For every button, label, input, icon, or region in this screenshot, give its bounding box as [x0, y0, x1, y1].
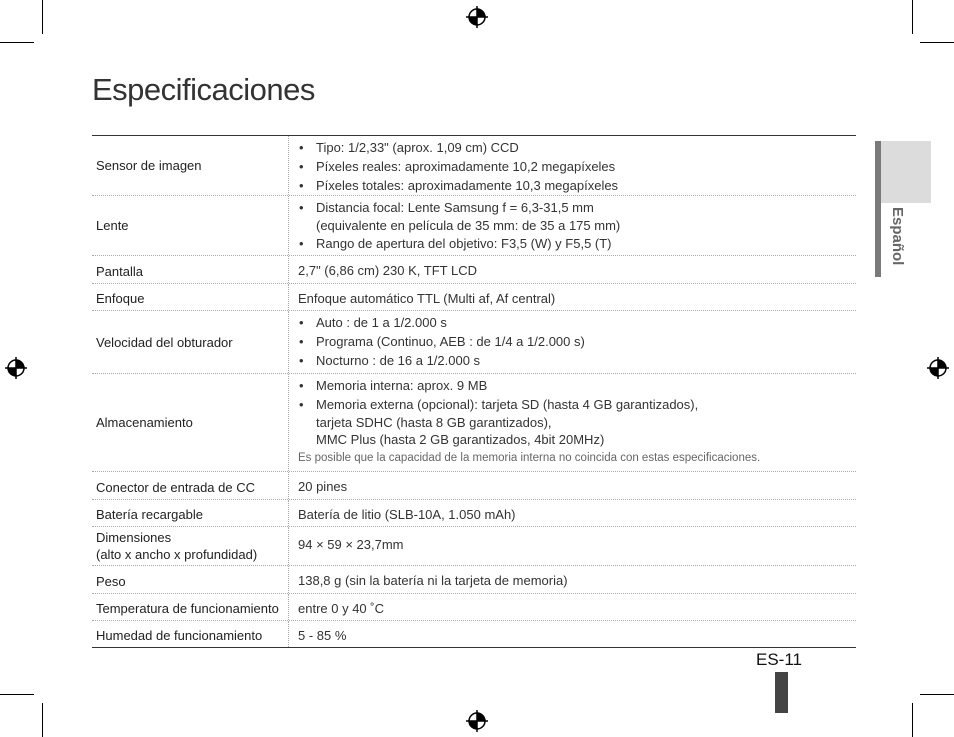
spec-label: Humedad de funcionamiento: [92, 621, 289, 647]
table-row: [92, 566, 856, 594]
list-item: • Nocturno : de 16 a 1/2.000 s: [298, 351, 856, 370]
storage-note: Es posible que la capacidad de la memoria interna no coincida con estas especificaciones.: [298, 452, 761, 464]
table-row: [92, 256, 856, 284]
page-number: ES-11: [756, 650, 802, 669]
spec-value: [289, 196, 856, 255]
list-item: • Distancia focal: Lente Samsung f = 6,3-31,5 mm: [298, 198, 856, 217]
spec-label-line: Dimensiones: [96, 530, 172, 545]
spec-label: Velocidad del obturador: [92, 311, 289, 373]
crop-mark: [42, 703, 43, 737]
list-item: • Memoria interna: aprox. 9 MB: [298, 376, 856, 395]
list-item: • Auto : de 1 a 1/2.000 s: [298, 313, 856, 332]
spec-value: [289, 374, 856, 471]
list-item: • Memoria externa (opcional): tarjeta SD (hasta 4 GB garantizados),: [298, 395, 856, 414]
spec-label: [92, 527, 289, 565]
list-item: • Rango de apertura del objetivo: F3,5 (W) y F5,5 (T): [298, 234, 856, 253]
spec-value: Enfoque automático TTL (Multi af, Af central): [298, 291, 556, 306]
table-row: [92, 196, 856, 256]
spec-value: [289, 311, 856, 373]
crop-mark: [42, 0, 43, 34]
spec-value: 2,7" (6,86 cm) 230 K, TFT LCD: [298, 263, 477, 278]
specifications-table: [92, 135, 856, 648]
page-title: Especificaciones: [92, 72, 315, 107]
spec-label: Conector de entrada de CC: [92, 472, 289, 499]
crop-mark: [0, 42, 34, 43]
crop-mark: [920, 42, 954, 43]
spec-value: [289, 136, 856, 195]
table-row: [92, 527, 856, 566]
spec-label: Peso: [92, 566, 289, 593]
registration-mark-icon: [927, 357, 949, 379]
table-row: [92, 621, 856, 647]
language-tab: [875, 141, 931, 203]
table-row: [92, 594, 856, 621]
registration-mark-icon: [466, 710, 488, 732]
crop-mark: [912, 0, 913, 34]
list-item: • Tipo: 1/2,33" (aprox. 1,09 cm) CCD: [298, 138, 856, 157]
table-row: [92, 500, 856, 527]
spec-label: Sensor de imagen: [92, 136, 289, 195]
spec-value: 5 - 85 %: [298, 628, 347, 643]
table-row: [92, 472, 856, 500]
list-item-continuation: MMC Plus (hasta 2 GB garantizados, 4bit 20MHz): [316, 432, 605, 447]
spec-label: Temperatura de funcionamiento: [92, 594, 289, 620]
crop-mark: [0, 694, 34, 695]
language-tab-label: Español: [889, 207, 906, 266]
crop-mark: [912, 703, 913, 737]
table-row: [92, 136, 856, 196]
table-row: [92, 311, 856, 374]
spec-value: 20 pines: [298, 479, 348, 494]
list-item: • Programa (Continuo, AEB : de 1/4 a 1/2.000 s): [298, 332, 856, 351]
table-row: [92, 284, 856, 311]
list-item-continuation: (equivalente en película de 35 mm: de 35 a 175 mm): [316, 218, 621, 233]
spec-label: Pantalla: [92, 256, 289, 283]
spec-label: Almacenamiento: [92, 374, 289, 471]
list-item-continuation: tarjeta SDHC (hasta 8 GB garantizados),: [316, 415, 552, 430]
table-row: [92, 374, 856, 472]
spec-value: entre 0 y 40 ˚C: [298, 601, 384, 616]
list-item: • Píxeles totales: aproximadamente 10,3 megapíxeles: [298, 176, 856, 195]
spec-label: Lente: [92, 196, 289, 255]
spec-value: Batería de litio (SLB-10A, 1.050 mAh): [298, 507, 516, 522]
spec-label: Enfoque: [92, 284, 289, 310]
spec-value: 138,8 g (sin la batería ni la tarjeta de memoria): [298, 573, 568, 588]
list-item: • Píxeles reales: aproximadamente 10,2 megapíxeles: [298, 157, 856, 176]
crop-mark: [920, 694, 954, 695]
spec-value: 94 × 59 × 23,7mm: [298, 536, 404, 552]
page-marker-bar: [775, 672, 788, 713]
spec-label-line: (alto x ancho x profundidad): [96, 547, 258, 562]
registration-mark-icon: [466, 6, 488, 28]
spec-label: Batería recargable: [92, 500, 289, 526]
registration-mark-icon: [5, 357, 27, 379]
language-tab-bar: [875, 141, 881, 277]
